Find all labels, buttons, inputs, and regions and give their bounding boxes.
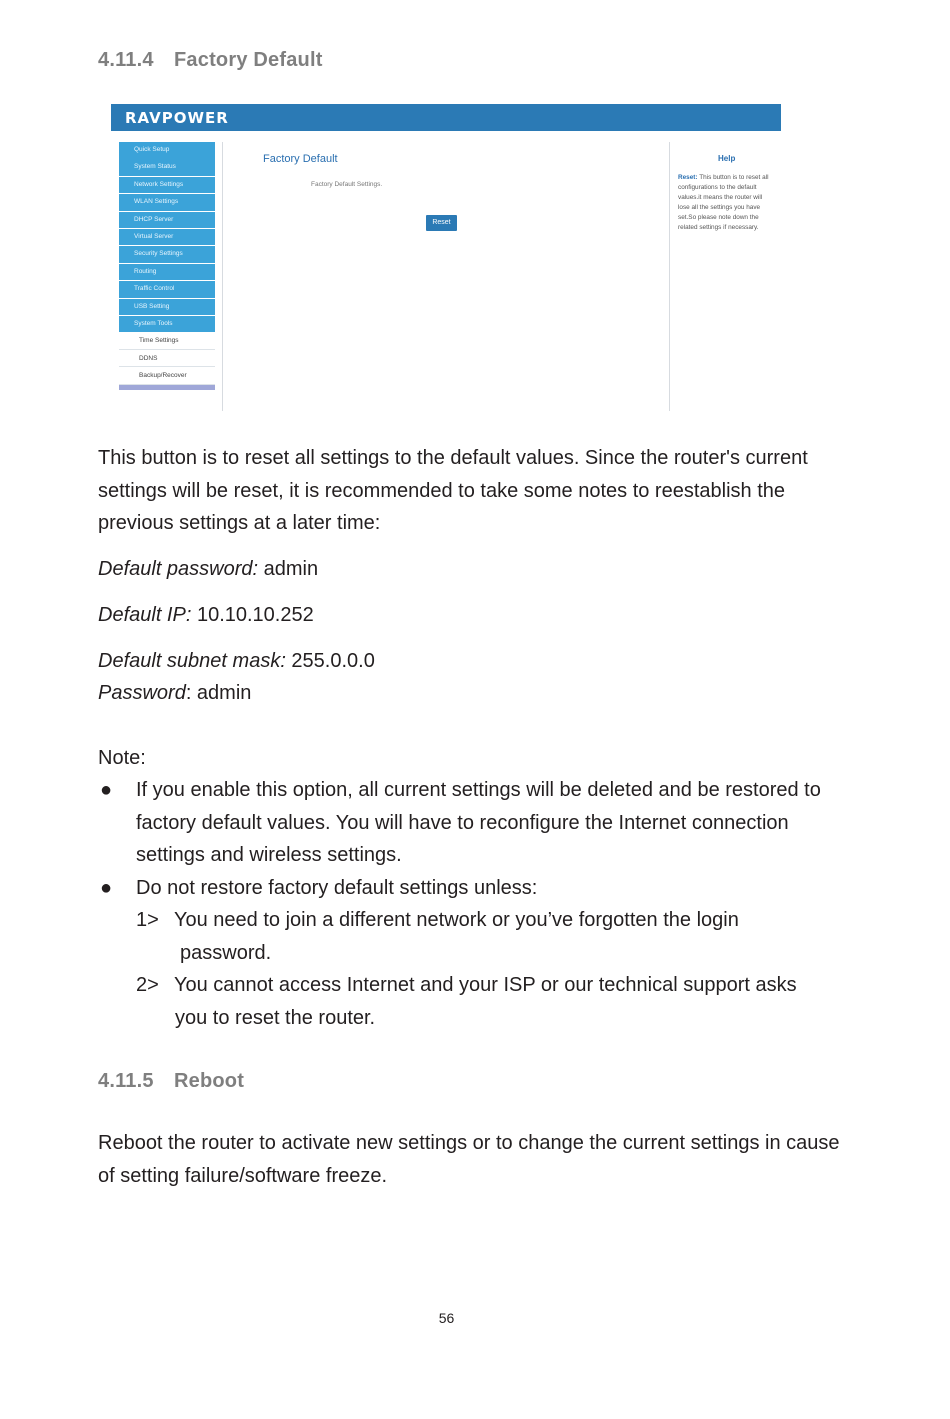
router-page-title: Factory Default [263,153,338,165]
default-mask-value: 255.0.0.0 [285,650,375,672]
default-ip-value: 10.10.10.252 [191,604,314,626]
section-heading-reboot [98,1070,244,1093]
sidebar-item-wlan-settings[interactable]: WLAN Settings [119,194,215,211]
help-title: Help [718,154,736,163]
content-divider-right [669,142,670,411]
sidebar-subitem-backup-recover[interactable]: Backup/Recover [119,368,215,385]
bullet-icon: ● [100,779,113,801]
ravpower-logo: RAVPOWER [125,109,229,127]
sidebar-item-usb-setting[interactable]: USB Setting [119,299,215,316]
section-heading-factory-default [98,49,323,72]
note-bullet-1: If you enable this option, all current settings will be deleted and be restored to factory default values. You will have to reconfigure the Internet connection settings and wireless settings. [136,779,821,866]
content-divider-left [222,142,223,411]
help-label: Reset: [678,174,698,181]
default-ip-label: Default IP: [98,604,192,626]
default-mask-label: Default subnet mask: [98,650,286,672]
sidebar-item-system-tools[interactable]: System Tools [119,316,215,333]
sidebar-item-traffic-control[interactable]: Traffic Control [119,281,215,298]
sidebar-subitem-ddns[interactable]: DDNS [119,351,215,368]
reboot-paragraph: Reboot the router to activate new settings or to change the current settings in cause of setting failure/software freeze. [98,1132,840,1187]
router-screenshot [111,104,781,411]
sidebar-footer [119,385,215,390]
sidebar-item-network-settings[interactable]: Network Settings [119,177,215,194]
default-password-value: admin [258,558,319,580]
note-title: Note: [98,747,146,769]
sidebar-item-quick-setup[interactable]: Quick Setup [119,142,215,159]
bullet-icon: ● [100,877,113,899]
sub-item-2-line-2: you to reset the router. [175,1007,376,1029]
password-label: Password [98,682,186,704]
password-value: : admin [185,682,252,704]
router-header-bar [111,104,781,131]
password-line [98,679,251,707]
page-number: 56 [438,1310,455,1326]
sub-item-1-line-2: password. [180,942,272,964]
default-mask-line [98,647,375,675]
reset-button[interactable]: Reset [426,215,457,231]
section-number: 4.11.5 [98,1070,154,1092]
default-ip-line [98,601,314,629]
section-number: 4.11.4 [98,49,154,71]
sub-item-2-line-1: You cannot access Internet and your ISP or our technical support asks [174,974,797,996]
sub-item-1-line-1: You need to join a different network or you’ve forgotten the login [174,909,739,931]
default-password-line [98,555,318,583]
default-password-label: Default password: [98,558,259,580]
sidebar-item-security-settings[interactable]: Security Settings [119,246,215,263]
help-body: This button is to reset all configurations to the default values.it means the router will lose all the settings you have set.So please note down the related settings if necessary. [678,174,769,231]
sidebar-subitem-time-settings[interactable]: Time Settings [119,333,215,350]
sub-item-1-number: 1> [136,909,159,931]
section-title: Reboot [174,1070,245,1092]
help-text [678,173,775,233]
note-bullet-2: Do not restore factory default settings unless: [136,877,538,899]
intro-paragraph: This button is to reset all settings to the default values. Since the router's current settings will be reset, it is recommended to take some notes to reestablish the previous settings at a later time: [98,447,808,534]
sidebar-item-dhcp-server[interactable]: DHCP Server [119,212,215,229]
router-page-subtitle: Factory Default Settings. [311,181,383,188]
section-title: Factory Default [174,49,323,71]
sidebar-item-system-status[interactable]: System Status [119,159,215,176]
sub-item-2-number: 2> [136,974,159,996]
sidebar-item-routing[interactable]: Routing [119,264,215,281]
sidebar-item-virtual-server[interactable]: Virtual Server [119,229,215,246]
router-sidebar [119,142,215,390]
